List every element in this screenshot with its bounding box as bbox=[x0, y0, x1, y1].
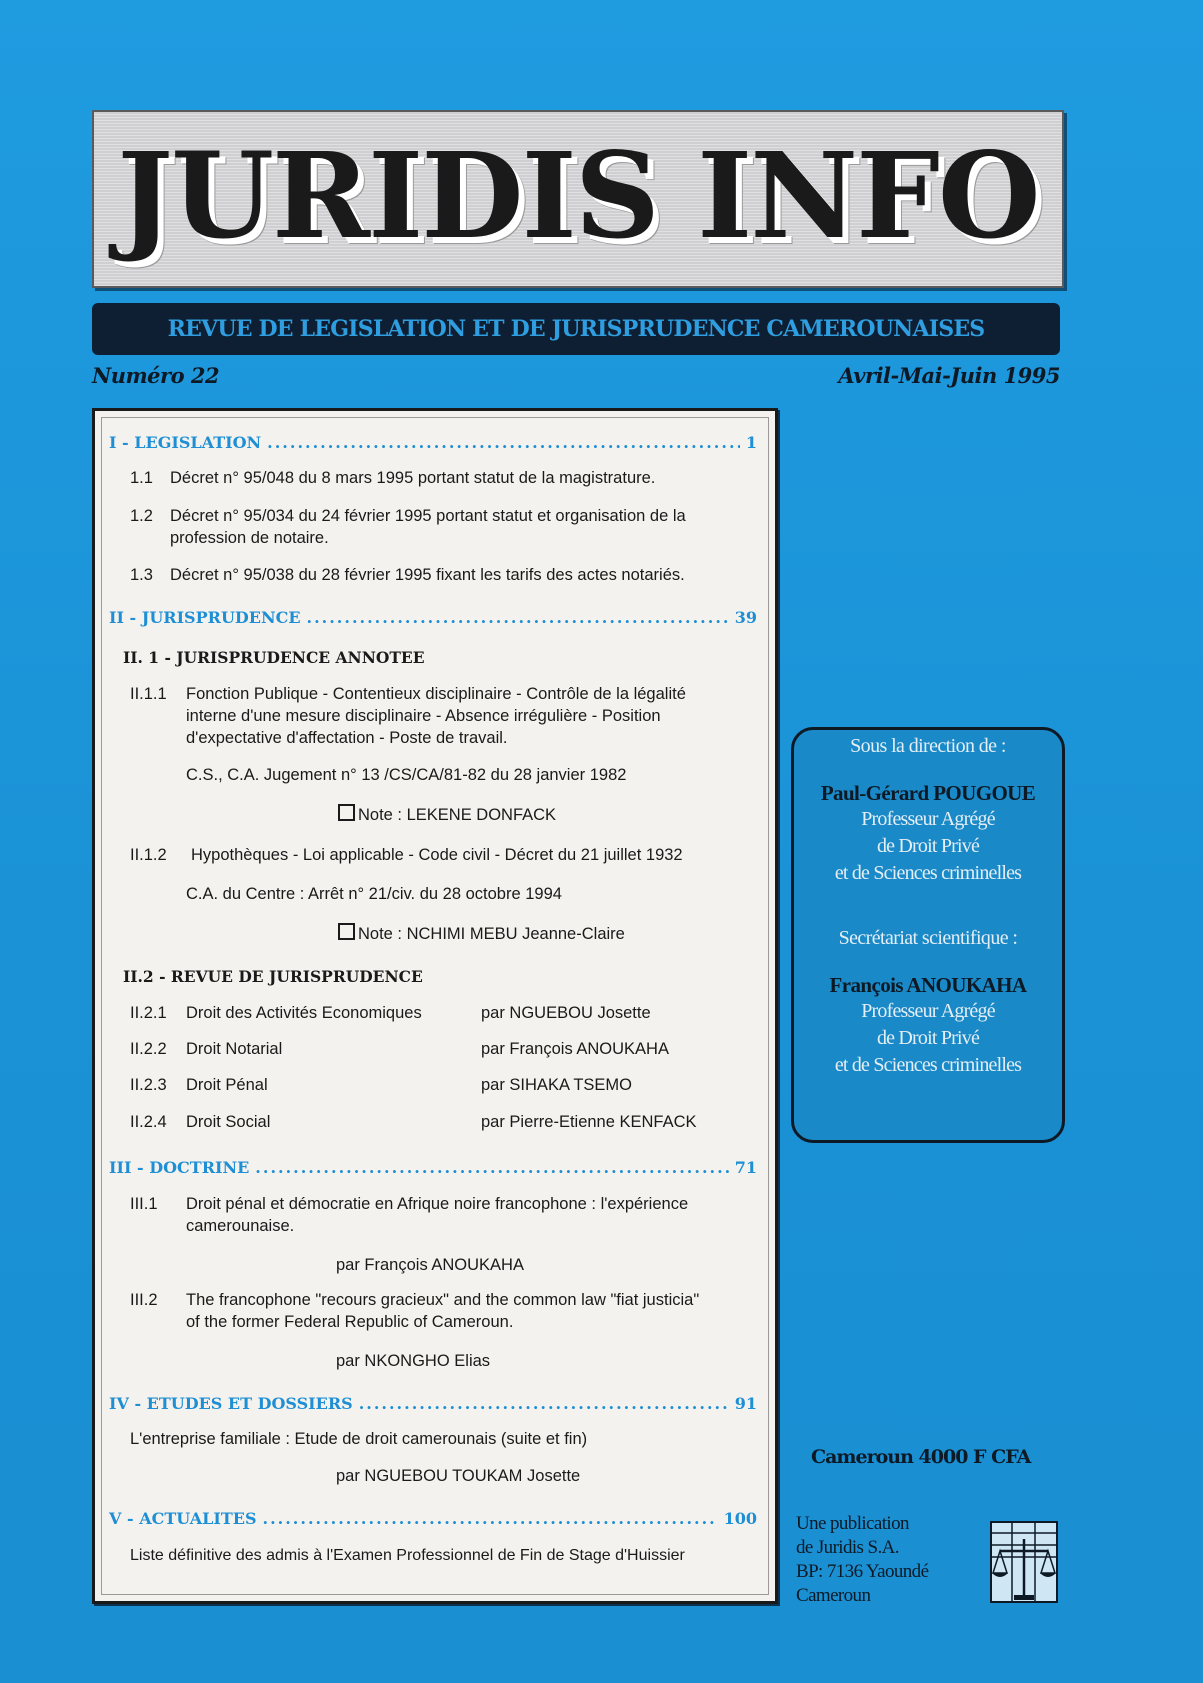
list-item: Décret n° 95/038 du 28 février 1995 fixant les tarifs des actes notariés. bbox=[170, 566, 685, 584]
publisher-info: Une publication de Juridis S.A. BP: 7136 Yaoundé Cameroun bbox=[796, 1513, 929, 1606]
list-item: Hypothèques - Loi applicable - Code civil - Décret du 21 juillet 1932 bbox=[191, 846, 683, 864]
magazine-title: JURIDIS INFO bbox=[117, 126, 1039, 265]
table-of-contents bbox=[92, 408, 778, 1604]
section-jurisprudence[interactable] bbox=[109, 608, 757, 627]
reference: C.S., C.A. Jugement n° 13 /CS/CA/81-82 du 28 janvier 1982 bbox=[186, 766, 627, 784]
note: Note : LEKENE DONFACK bbox=[338, 804, 556, 826]
list-item: Décret n° 95/034 du 24 février 1995 portant statut et organisation de la bbox=[170, 507, 686, 525]
subsection-heading: II.2 - REVUE DE JURISPRUDENCE bbox=[123, 967, 423, 986]
list-item: Droit Notarial bbox=[186, 1040, 283, 1058]
list-item: Liste définitive des admis à l'Examen Professionnel de Fin de Stage d'Huissier bbox=[130, 1547, 685, 1564]
author: par François ANOUKAHA bbox=[481, 1040, 669, 1058]
secretary-title: et de Sciences criminelles bbox=[834, 1054, 1022, 1076]
section-page: 71 bbox=[734, 1158, 757, 1177]
section-heading: III - DOCTRINE bbox=[109, 1158, 250, 1177]
secretary-name: François ANOUKAHA bbox=[829, 973, 1027, 997]
author: par François ANOUKAHA bbox=[336, 1256, 524, 1274]
list-item-cont: interne d'une mesure disciplinaire - Absence irrégulière - Position bbox=[186, 707, 661, 725]
secretary-title: Professeur Agrégé bbox=[861, 1000, 995, 1022]
editorial-box bbox=[791, 727, 1065, 1143]
subtitle-bar bbox=[92, 303, 1060, 355]
secretary-title: de Droit Privé bbox=[876, 1027, 980, 1049]
list-item-cont: d'expectative d'affectation - Poste de travail. bbox=[186, 729, 508, 747]
item-number: II.2.3 bbox=[130, 1076, 167, 1094]
item-number: II.1.2 bbox=[130, 846, 167, 864]
author: par NKONGHO Elias bbox=[336, 1352, 491, 1370]
issue-date: Avril-Mai-Juin 1995 bbox=[838, 363, 1060, 388]
section-actualites[interactable] bbox=[109, 1509, 757, 1528]
title-banner bbox=[92, 110, 1064, 288]
price: Cameroun 4000 F CFA bbox=[811, 1446, 1031, 1468]
section-heading: IV - ETUDES ET DOSSIERS bbox=[109, 1394, 353, 1413]
item-number: II.2.4 bbox=[130, 1113, 167, 1131]
item-number: 1.2 bbox=[130, 507, 153, 525]
list-item: The francophone "recours gracieux" and the common law "fiat justicia" bbox=[186, 1291, 700, 1309]
section-etudes[interactable] bbox=[109, 1394, 757, 1413]
list-item: Droit pénal et démocratie en Afrique noire francophone : l'expérience bbox=[186, 1195, 689, 1213]
item-number: II.2.1 bbox=[130, 1004, 167, 1022]
checkbox-icon bbox=[338, 804, 355, 821]
list-item-cont: camerounaise. bbox=[186, 1217, 295, 1235]
author: par NGUEBOU TOUKAM Josette bbox=[336, 1467, 581, 1485]
note: Note : NCHIMI MEBU Jeanne-Claire bbox=[338, 923, 625, 945]
author: par NGUEBOU Josette bbox=[481, 1004, 651, 1022]
section-heading: I - LEGISLATION bbox=[109, 433, 262, 452]
list-item: L'entreprise familiale : Etude de droit camerounais (suite et fin) bbox=[130, 1430, 588, 1448]
magazine-subtitle: REVUE DE LEGISLATION ET DE JURISPRUDENCE CAMEROUNAISES bbox=[167, 316, 985, 342]
item-number: III.2 bbox=[130, 1291, 158, 1309]
section-page: 1 bbox=[745, 433, 757, 452]
section-legislation[interactable] bbox=[109, 433, 757, 452]
section-page: 39 bbox=[734, 608, 757, 627]
director-title: Professeur Agrégé bbox=[861, 808, 995, 830]
director-title: et de Sciences criminelles bbox=[834, 862, 1022, 884]
direction-label: Sous la direction de : bbox=[850, 735, 1006, 757]
section-page: 91 bbox=[734, 1394, 757, 1413]
list-item-cont: profession de notaire. bbox=[170, 529, 329, 547]
list-item: Droit des Activités Economiques bbox=[186, 1004, 422, 1022]
item-number: III.1 bbox=[130, 1195, 158, 1213]
section-page: 100 bbox=[723, 1509, 757, 1528]
section-doctrine[interactable] bbox=[109, 1158, 757, 1177]
list-item-cont: of the former Federal Republic of Cameroun. bbox=[186, 1313, 514, 1331]
list-item: Droit Pénal bbox=[186, 1076, 268, 1094]
list-item: Décret n° 95/048 du 8 mars 1995 portant statut de la magistrature. bbox=[170, 469, 656, 487]
section-heading: II - JURISPRUDENCE bbox=[109, 608, 301, 627]
item-number: II.2.2 bbox=[130, 1040, 167, 1058]
reference: C.A. du Centre : Arrêt n° 21/civ. du 28 octobre 1994 bbox=[186, 885, 562, 903]
item-number: 1.1 bbox=[130, 469, 153, 487]
issue-number: Numéro 22 bbox=[92, 363, 220, 388]
checkbox-icon bbox=[338, 923, 355, 940]
director-title: de Droit Privé bbox=[876, 835, 980, 857]
section-heading: V - ACTUALITES bbox=[109, 1509, 257, 1528]
secretariat-label: Secrétariat scientifique : bbox=[838, 927, 1018, 949]
author: par Pierre-Etienne KENFACK bbox=[481, 1113, 697, 1131]
item-number: 1.3 bbox=[130, 566, 153, 584]
scales-of-justice-icon bbox=[990, 1521, 1058, 1603]
subsection-heading: II. 1 - JURISPRUDENCE ANNOTEE bbox=[123, 648, 425, 667]
list-item: Droit Social bbox=[186, 1113, 271, 1131]
list-item: Fonction Publique - Contentieux disciplinaire - Contrôle de la légalité bbox=[186, 685, 686, 703]
author: par SIHAKA TSEMO bbox=[481, 1076, 632, 1094]
item-number: II.1.1 bbox=[130, 685, 167, 703]
director-name: Paul-Gérard POUGOUE bbox=[820, 781, 1036, 805]
